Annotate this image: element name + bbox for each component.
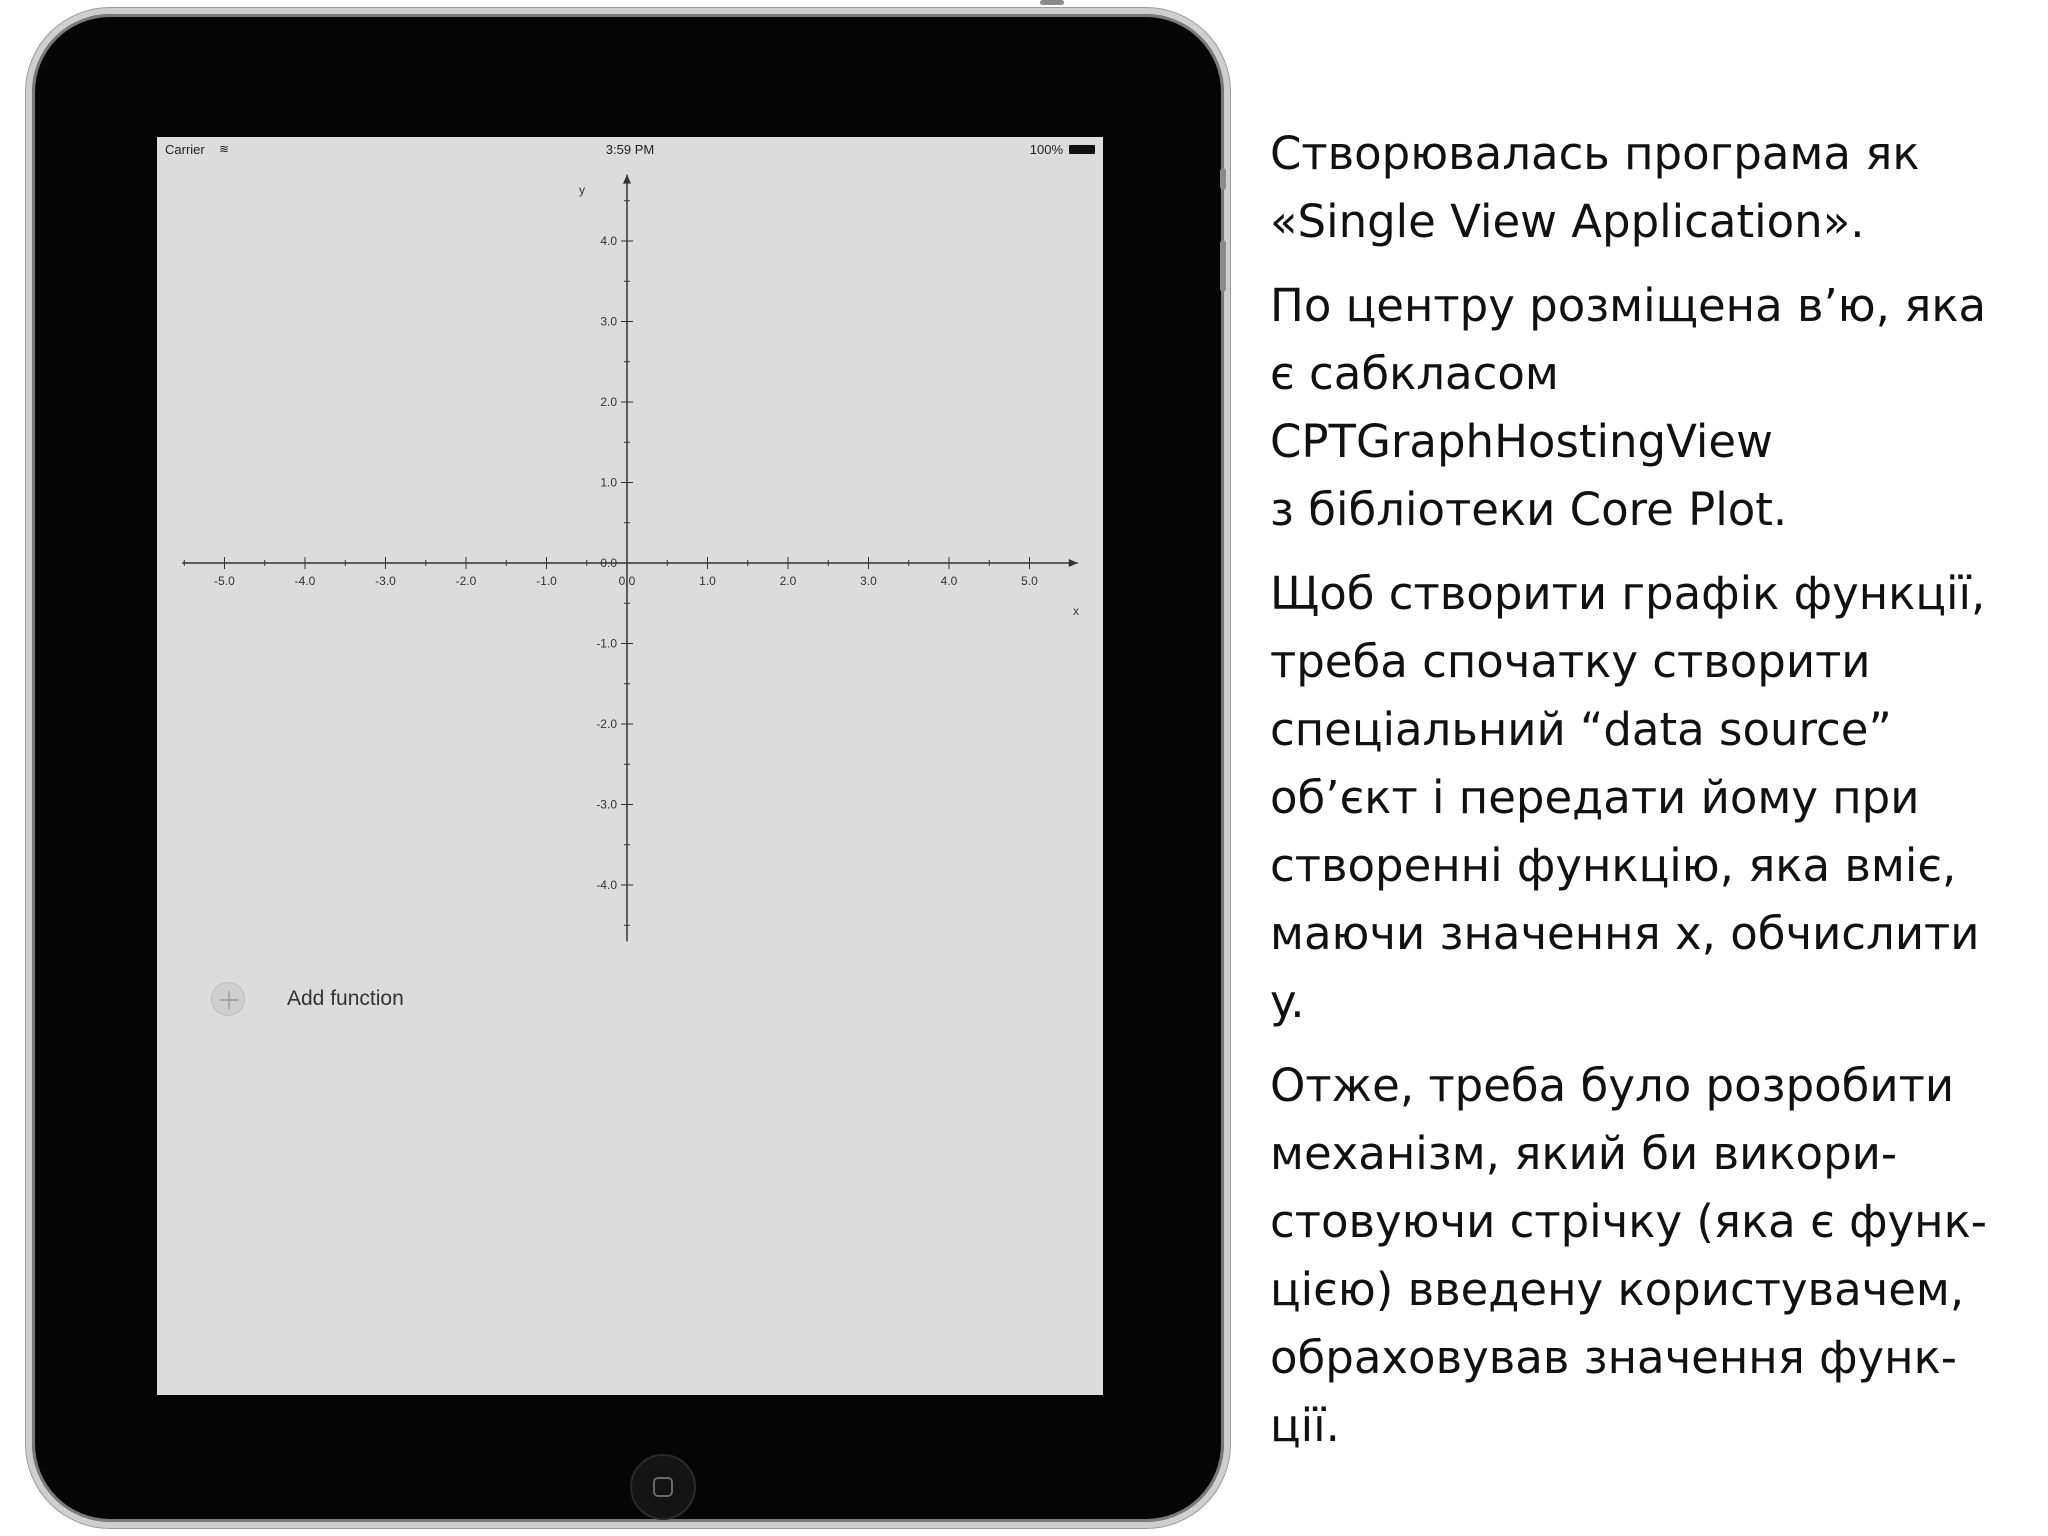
y-tick-label: -4.0 bbox=[596, 878, 617, 892]
text-line: створенні функцію, яка вміє, bbox=[1270, 839, 1957, 892]
x-tick-label: -2.0 bbox=[455, 574, 477, 588]
text-line: треба спочатку створити bbox=[1270, 635, 1871, 688]
x-tick-label: 4.0 bbox=[940, 574, 958, 588]
home-square-icon bbox=[653, 1477, 673, 1497]
text-line: маючи значення x, обчислити bbox=[1270, 907, 1980, 960]
y-axis-label: y bbox=[579, 183, 585, 197]
y-tick-label: 3.0 bbox=[600, 314, 617, 329]
text-line: з бібліотеки Core Plot. bbox=[1270, 483, 1788, 536]
slide-description bbox=[1270, 120, 2002, 1476]
plus-circle-icon bbox=[211, 982, 245, 1016]
y-tick-label: -3.0 bbox=[596, 797, 617, 812]
paragraph-3 bbox=[1270, 560, 2002, 1036]
text-line: «Single View Application». bbox=[1270, 195, 1865, 248]
x-tick-label: -3.0 bbox=[375, 574, 396, 588]
y-axis-arrow bbox=[623, 175, 631, 184]
y-tick-label: 1.0 bbox=[600, 475, 617, 490]
text-line: y. bbox=[1270, 975, 1305, 1028]
x-tick-label: 1.0 bbox=[699, 574, 716, 588]
add-function-label: Add function bbox=[287, 987, 404, 1010]
text-line: обраховував значення функ- bbox=[1270, 1331, 1958, 1384]
graph-hosting-view[interactable] bbox=[157, 137, 1103, 1395]
paragraph-1 bbox=[1270, 120, 2002, 256]
x-tick-label: 3.0 bbox=[860, 574, 877, 588]
paragraph-4 bbox=[1270, 1052, 2002, 1460]
text-line: цією) введену користувачем, bbox=[1270, 1263, 1965, 1316]
text-line: CPTGraphHostingView bbox=[1270, 415, 1773, 468]
carrier-label: Carrier bbox=[165, 142, 205, 157]
status-time: 3:59 PM bbox=[605, 142, 655, 157]
x-tick-label: 5.0 bbox=[1021, 574, 1038, 588]
text-line: По центру розміщена в’ю, яка bbox=[1270, 279, 1987, 332]
text-line: ції. bbox=[1270, 1399, 1340, 1452]
y-tick-label: -2.0 bbox=[596, 717, 617, 731]
x-tick-label: -4.0 bbox=[294, 574, 316, 588]
text-line: спеціальний “data source” bbox=[1270, 703, 1892, 756]
add-function-button[interactable] bbox=[211, 981, 404, 1017]
text-line: об’єкт і передати йому при bbox=[1270, 771, 1920, 824]
y-tick-label: 0.0 bbox=[600, 556, 617, 570]
battery-label: 100% bbox=[1029, 142, 1063, 157]
axes bbox=[182, 175, 1078, 942]
text-line: стовуючи стрічку (яка є функ- bbox=[1270, 1195, 1988, 1248]
side-button-top bbox=[1040, 0, 1064, 5]
wifi-icon: ≋ bbox=[219, 142, 230, 156]
paragraph-2 bbox=[1270, 272, 2002, 544]
x-tick-label: 0.0 bbox=[618, 574, 636, 588]
text-line: механізм, який би викори- bbox=[1270, 1127, 1898, 1180]
x-axis-label: x bbox=[1073, 604, 1079, 618]
text-line: Отже, треба було розробити bbox=[1270, 1059, 1955, 1112]
x-tick-label: 2.0 bbox=[779, 574, 797, 588]
y-tick-label: -1.0 bbox=[596, 636, 617, 651]
y-tick-label: 4.0 bbox=[600, 234, 617, 248]
side-button-right-2 bbox=[1220, 240, 1226, 292]
x-tick-label: -1.0 bbox=[536, 574, 557, 588]
side-button-right-1 bbox=[1220, 168, 1226, 190]
x-tick-label: -5.0 bbox=[214, 574, 235, 588]
text-line: Створювалась програма як bbox=[1270, 127, 1920, 180]
text-line: Щоб створити графік функції, bbox=[1270, 567, 1986, 620]
ipad-screen bbox=[157, 137, 1103, 1395]
home-button[interactable] bbox=[630, 1454, 696, 1520]
y-tick-label: 2.0 bbox=[600, 395, 617, 409]
text-line: є сабкласом bbox=[1270, 347, 1559, 400]
